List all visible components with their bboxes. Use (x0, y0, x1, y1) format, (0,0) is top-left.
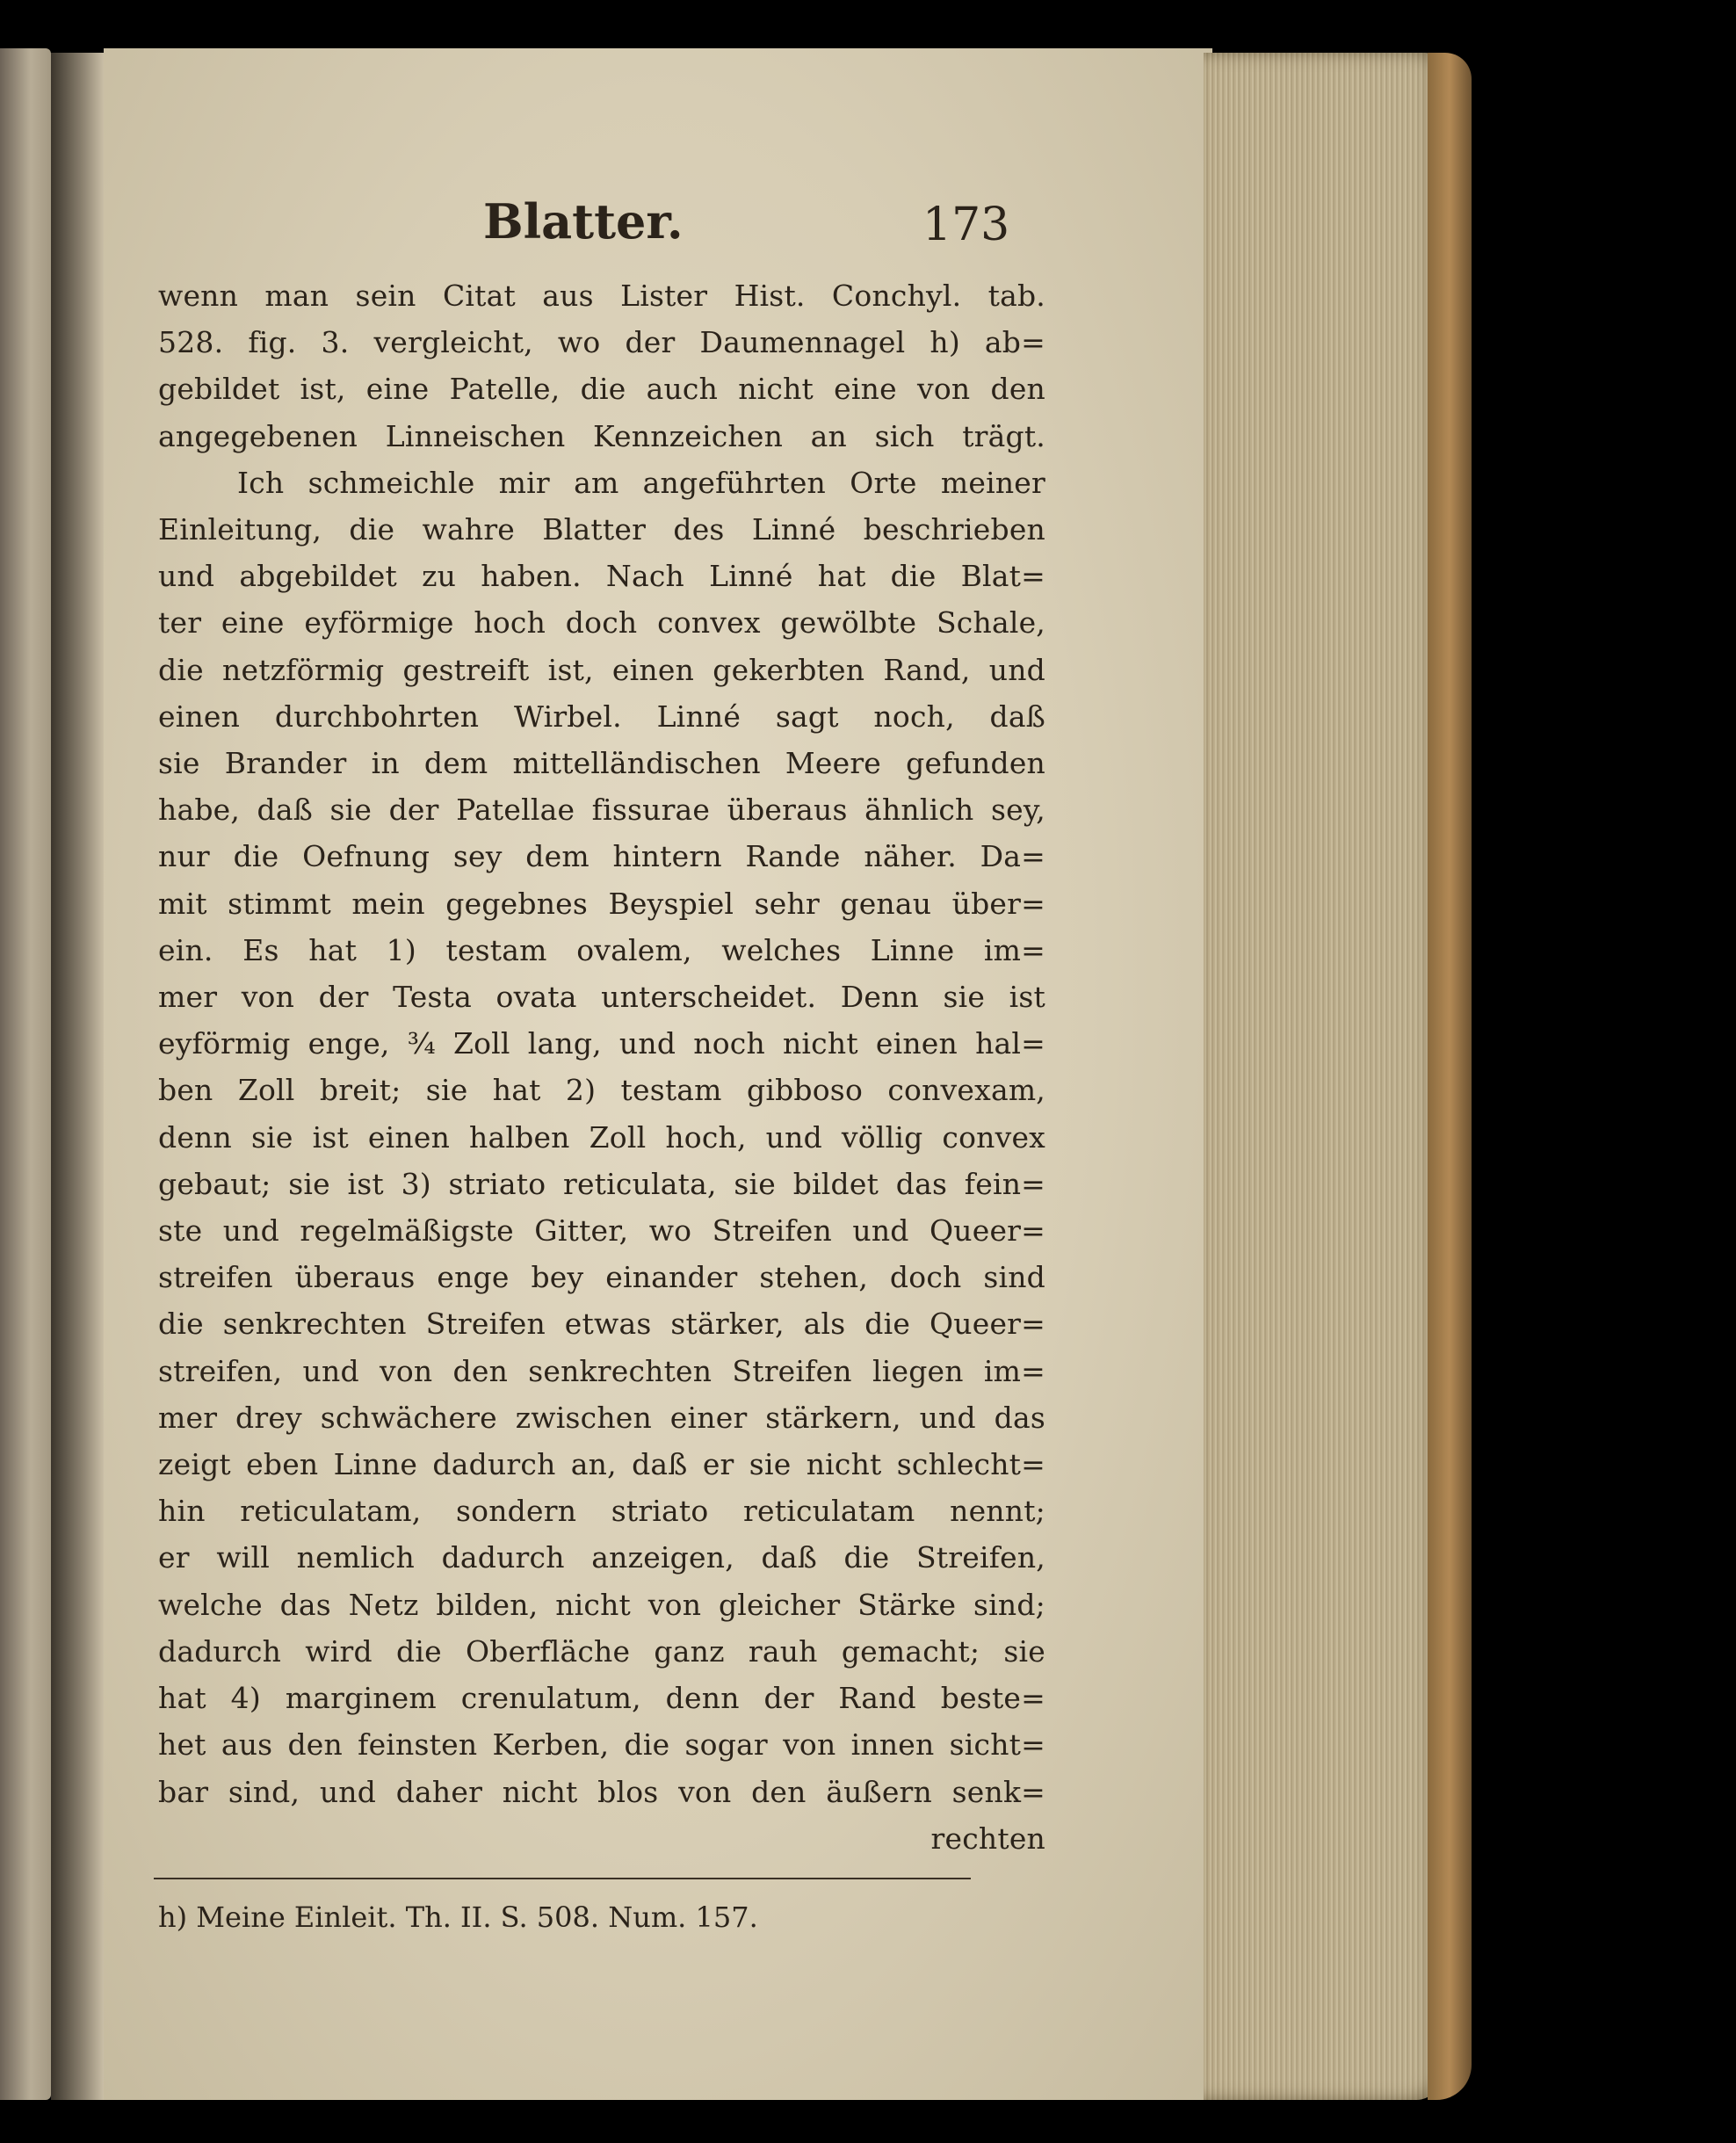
catchword: rechten (930, 1821, 1045, 1856)
running-head (158, 176, 1045, 272)
book-gutter (51, 53, 104, 2100)
text-line: zeigt eben Linne dadurch an, daß er sie nicht schlecht= (158, 1447, 1045, 1482)
text-line: die netzförmig gestreift ist, einen gekerbten Rand, und (158, 652, 1045, 687)
page-content (158, 176, 1045, 1934)
text-line: gebildet ist, eine Patelle, die auch nicht eine von den (158, 372, 1045, 407)
text-line: habe, daß sie der Patellae fissurae überaus ähnlich sey, (158, 793, 1045, 828)
text-line: welche das Netz bilden, nicht von gleicher Stärke sind; (158, 1587, 1045, 1622)
running-head-title: Blatter. (483, 193, 684, 250)
page-block-edges (1204, 53, 1441, 2100)
text-line: und abgebildet zu haben. Nach Linné hat die Blat= (158, 559, 1045, 594)
text-line: mer drey schwächere zwischen einer stärkern, und das (158, 1400, 1045, 1435)
body-text (158, 272, 1045, 1862)
text-line: het aus den feinsten Kerben, die sogar von innen sicht= (158, 1727, 1045, 1763)
text-line: hin reticulatam, sondern striato reticulatam nennt; (158, 1494, 1045, 1529)
text-line: mit stimmt mein gegebnes Beyspiel sehr genau über= (158, 886, 1045, 921)
text-line: Ich schmeichle mir am angeführten Orte meiner (237, 465, 1045, 500)
text-line: 528. fig. 3. vergleicht, wo der Daumennagel h) ab= (158, 325, 1045, 360)
text-line: er will nemlich dadurch anzeigen, daß die Streifen, (158, 1540, 1045, 1575)
footnote-rule (154, 1878, 971, 1879)
text-line: Einleitung, die wahre Blatter des Linné beschrieben (158, 512, 1045, 547)
text-line: die senkrechten Streifen etwas stärker, als die Queer= (158, 1307, 1045, 1342)
text-line: denn sie ist einen halben Zoll hoch, und völlig convex (158, 1119, 1045, 1155)
footnote: h) Meine Einleit. Th. II. S. 508. Num. 157. (158, 1900, 758, 1934)
text-line: ter eine eyförmige hoch doch convex gewölbte Schale, (158, 605, 1045, 641)
text-line: sie Brander in dem mittelländischen Meere gefunden (158, 746, 1045, 781)
text-line: mer von der Testa ovata unterscheidet. Denn sie ist (158, 980, 1045, 1015)
text-line: wenn man sein Citat aus Lister Hist. Conchyl. tab. (158, 279, 1045, 313)
text-line: dadurch wird die Oberfläche ganz rauh gemacht; sie (158, 1633, 1045, 1669)
text-line: ben Zoll breit; sie hat 2) testam gibboso convexam, (158, 1073, 1045, 1108)
text-line: eyförmig enge, ¾ Zoll lang, und noch nicht einen hal= (158, 1026, 1045, 1061)
page-number: 173 (922, 199, 1010, 251)
text-line: ste und regelmäßigste Gitter, wo Streifen und Queer= (158, 1213, 1045, 1249)
text-line: streifen überaus enge bey einander stehen, doch sind (158, 1260, 1045, 1295)
text-line: einen durchbohrten Wirbel. Linné sagt noch, daß (158, 699, 1045, 734)
text-line: hat 4) marginem crenulatum, denn der Rand beste= (158, 1681, 1045, 1716)
facing-page-edge (0, 48, 51, 2100)
book-cover-edge (1428, 53, 1472, 2100)
text-line: gebaut; sie ist 3) striato reticulata, sie bildet das fein= (158, 1166, 1045, 1201)
text-line: ein. Es hat 1) testam ovalem, welches Linne im= (158, 932, 1045, 967)
text-line: angegebenen Linneischen Kennzeichen an sich trägt. (158, 418, 1045, 453)
text-line: bar sind, und daher nicht blos von den äußern senk= (158, 1774, 1045, 1809)
text-line: streifen, und von den senkrechten Streifen liegen im= (158, 1353, 1045, 1388)
text-line: nur die Oefnung sey dem hintern Rande näher. Da= (158, 839, 1045, 874)
